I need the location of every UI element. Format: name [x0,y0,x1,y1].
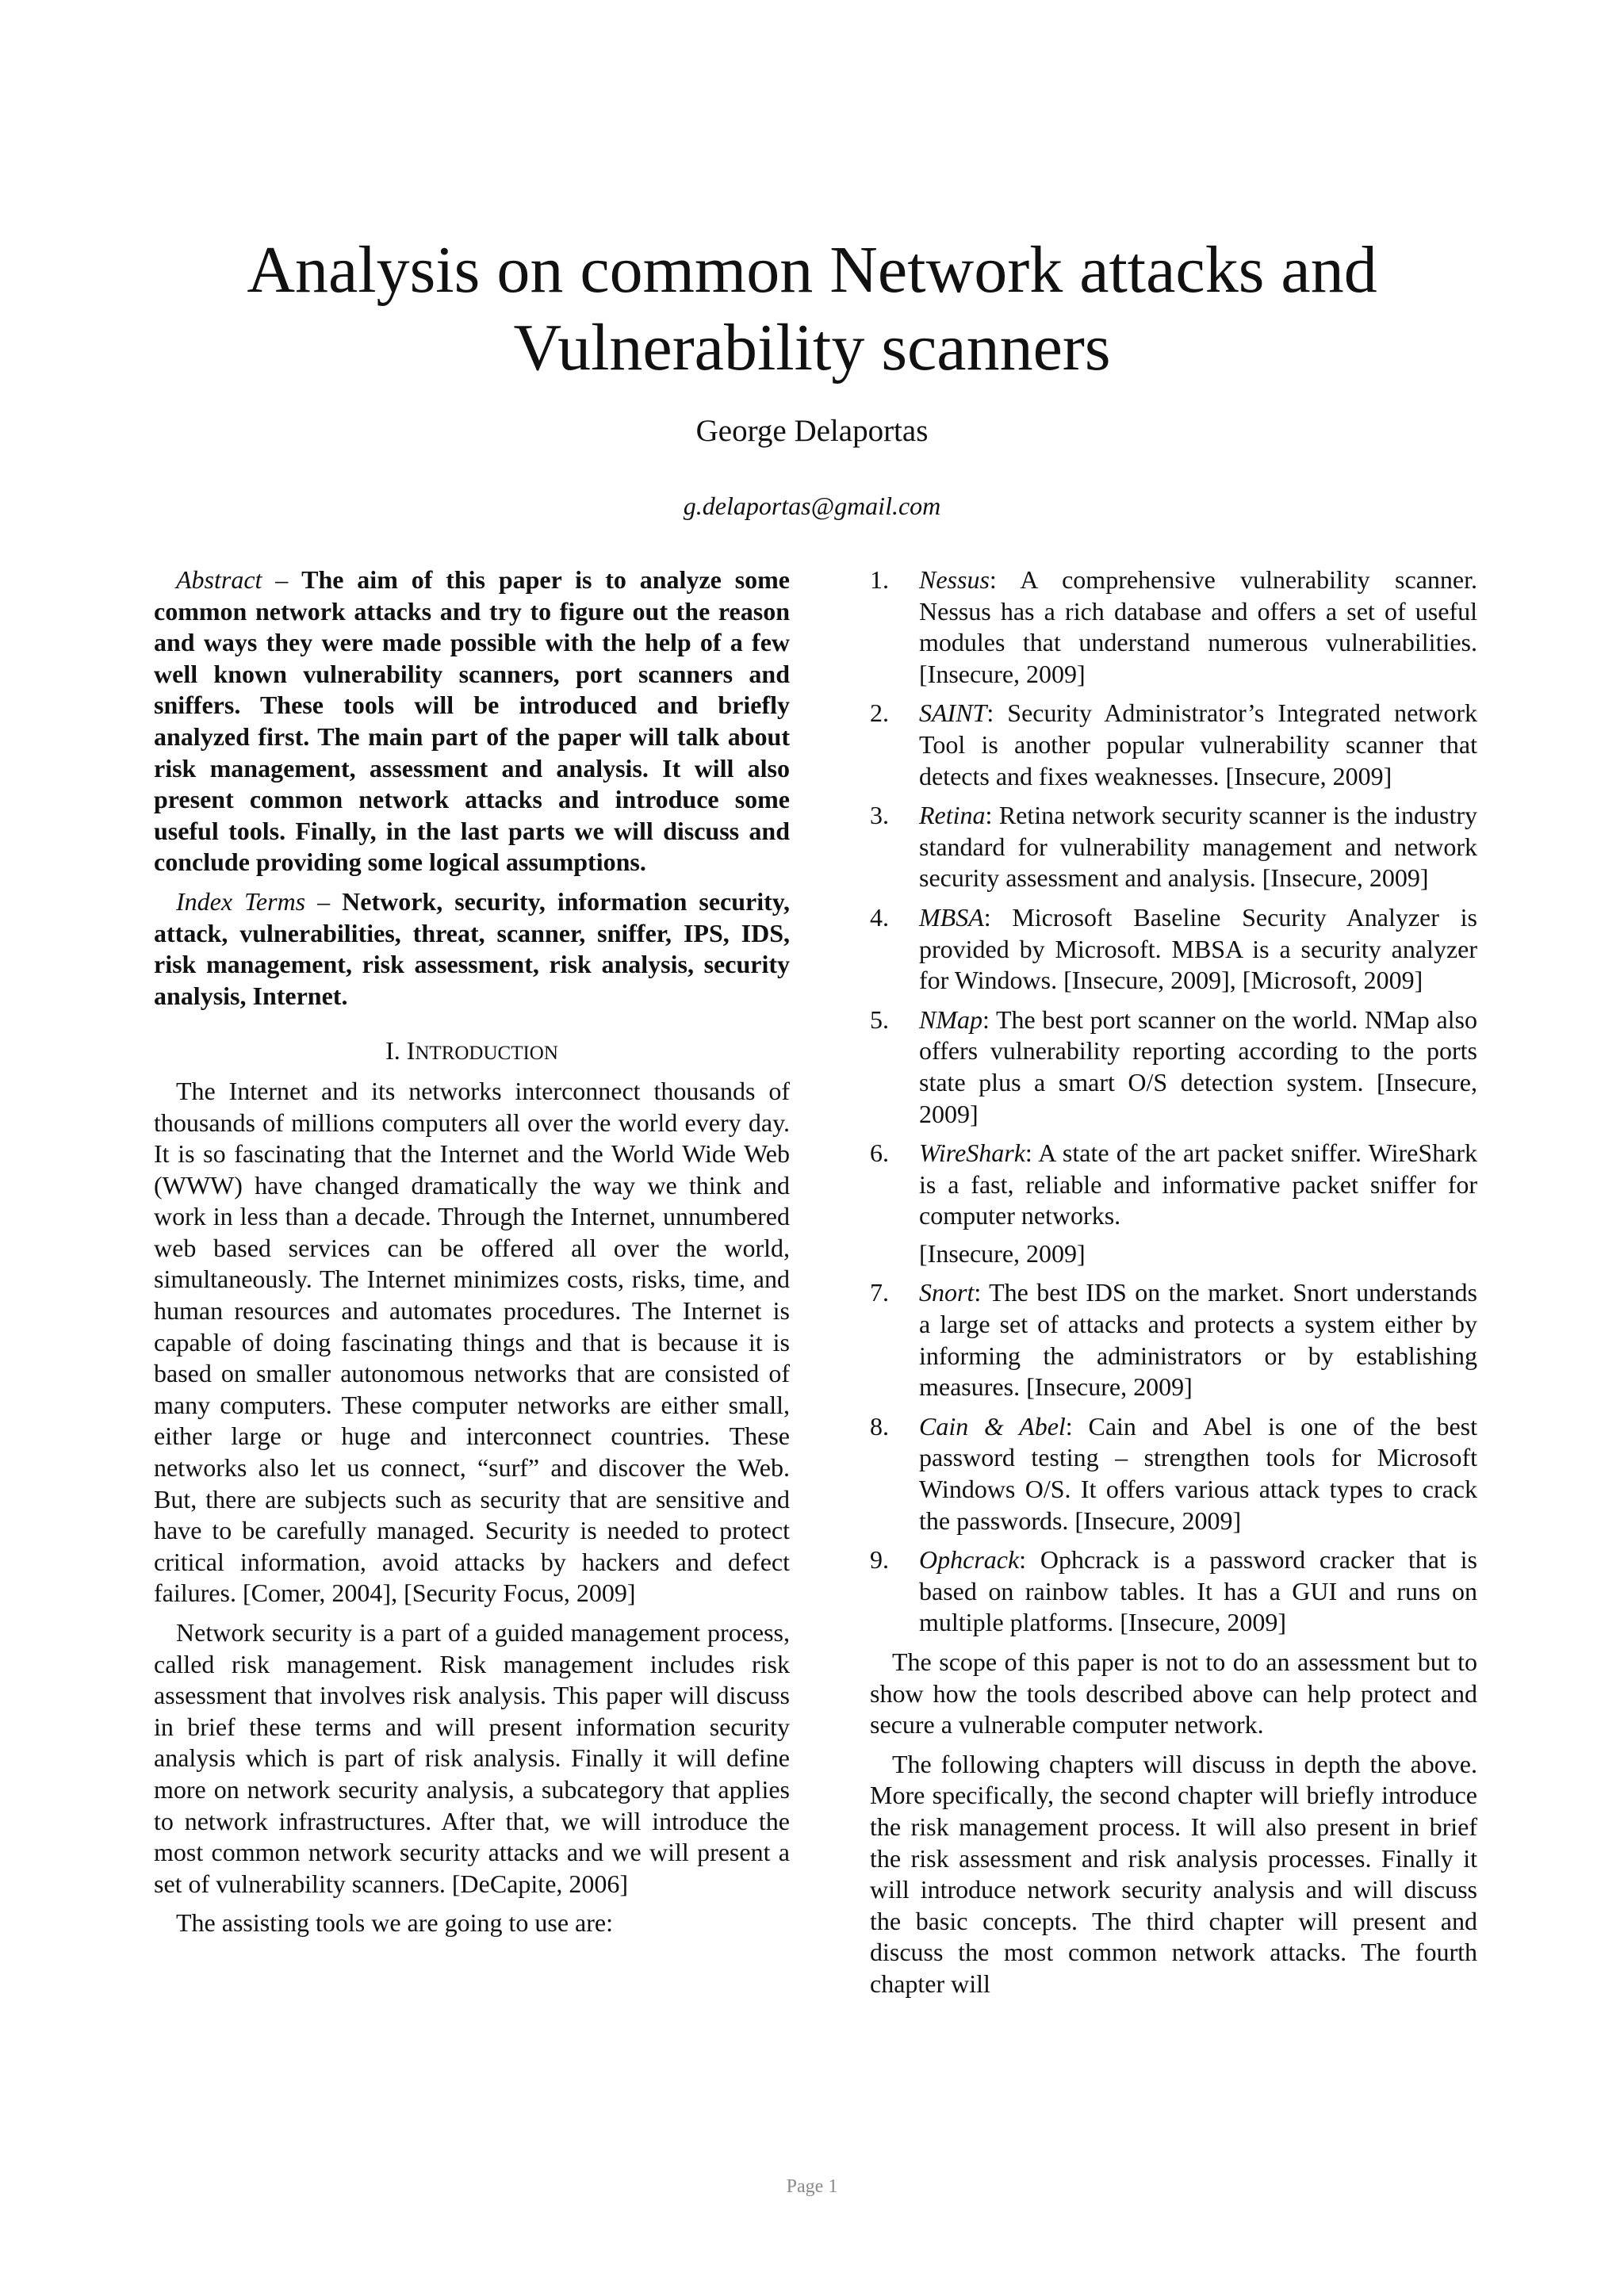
tool-description: : The best IDS on the market. Snort understands a large set of attacks and protects a system either by informing the administrators or by establishing measures. [Insecure, 2009] [919,1278,1477,1402]
tool-number: 8. [870,1411,889,1441]
right-column [870,564,1477,2000]
tool-number: 1. [870,565,889,594]
tool-name: MBSA [919,902,984,932]
scope-paragraph: The scope of this paper is not to do an assessment but to show how the tools described above can help protect and secure a vulnerable computer network. [870,1647,1477,1739]
index-terms [154,886,790,1012]
tool-description: : Cain and Abel is one of the best password testing – strengthen tools for Microsoft Windows O/S. It offers various attack types to crack the passwords. [Insecure, 2009] [919,1411,1478,1535]
tool-number: 4. [870,902,889,932]
tool-item-retina [870,800,1477,894]
tool-item-wireshark [870,1138,1477,1269]
left-column [154,564,790,1939]
tool-number: 9. [870,1545,889,1575]
index-terms-dash: – [305,886,343,916]
tool-description: : Ophcrack is a password cracker that is based on rainbow tables. It has a GUI and runs on multiple platforms. [Insecure, 2009] [919,1545,1477,1637]
tool-name: NMap [919,1004,982,1034]
outline-paragraph: The following chapters will discuss in depth the above. More specifically, the second chapter will briefly introduce the risk management process. It will also present in brief the risk assessment and risk analysis processes. Finally it will introduce network security analysis and will discuss the basic concepts. The third chapter will present and discuss the most common network attacks. The fourth chapter will [870,1749,1477,1998]
tool-number: 7. [870,1278,889,1307]
tool-description: : A state of the art packet sniffer. WireShark is a fast, reliable and informative packet sniffer for computer networks. [919,1138,1477,1230]
tool-name: Retina [919,801,986,830]
author-name: George Delaportas [695,414,929,448]
tool-name: Nessus [919,565,990,594]
tool-number: 2. [870,698,889,728]
tool-number: 6. [870,1138,889,1168]
tool-item-nmap [870,1004,1477,1130]
tool-description: : Microsoft Baseline Security Analyzer is provided by Microsoft. MBSA is a security analyzer for Windows. [Insecure, 2009], [Microsoft, 2009] [919,902,1477,995]
tool-citation: [Insecure, 2009] [919,1238,1086,1268]
index-terms-text: Network, security, information security, attack, vulnerabilities, threat, scanner, sniffer, IPS, IDS, risk management, risk assessment, risk analysis, security analysis, Internet. [154,886,791,1010]
tool-item-mbsa [870,902,1477,997]
author-email: g.delaportas@gmail.com [683,492,941,520]
tool-description: : Retina network security scanner is the industry standard for vulnerability management and network security assessment and analysis. [Insecure, 2009] [919,801,1477,893]
paper-title [0,232,1624,387]
tool-item-snort [870,1277,1477,1402]
section-title-rest: NTRODUCTION [415,1043,558,1065]
section-heading-introduction [154,1035,790,1070]
abstract-dash: – [262,565,302,594]
section-title-initial: I [406,1036,416,1066]
index-terms-label: Index Terms [176,886,306,916]
tool-number: 3. [870,801,889,830]
tool-item-ophcrack [870,1544,1477,1639]
intro-paragraph: The Internet and its networks interconnect thousands of thousands of millions computers all over the world every day. It is so fascinating that the Internet and the World Wide Web (WWW) have changed dramatically the way we think and work in less than a decade. Through the Internet, unnumbered web based services can be offered all over the world, simultaneously. The Internet minimizes costs, risks, time, and human resources and automates procedures. The Internet is capable of doing fascinating things and that is because it is based on smaller autonomous networks that are consisted of many computers. These computer networks are either small, either large or huge and interconnect countries. These networks also let us connect, “surf” and discover the Web. But, there are subjects such as security that are sensitive and have to be carefully managed. Security is needed to protect critical information, avoid attacks by hackers and defect failures. [Comer, 2004], [Security Focus, 2009] [154,1076,790,1608]
paper-title-line-1: Analysis on common Network attacks and [247,233,1377,307]
tool-description: : Security Administrator’s Integrated network Tool is another popular vulnerability scanner that detects and fixes weaknesses. [Insecure, 2009] [919,698,1477,790]
tool-item-cain-abel [870,1411,1477,1536]
paper-title-line-2: Vulnerability scanners [513,311,1111,385]
tool-name: Snort [919,1278,975,1307]
intro-paragraph: Network security is a part of a guided management process, called risk management. Risk management includes risk assessment that involves risk analysis. This paper will discuss in brief these terms and will present information security analysis which is part of risk analysis. Finally it will define more on network security analysis, a subcategory that applies to network infrastructures. After that, we will introduce the most common network security attacks and we will present a set of vulnerability scanners. [DeCapite, 2006] [154,1618,790,1898]
tool-item-nessus [870,564,1477,690]
tool-name: Cain & Abel [919,1411,1066,1441]
abstract-text: The aim of this paper is to analyze some common network attacks and try to figure out the reason and ways they were made possible with the help of a few well known vulnerability scanners, port scanners and sniffers. These tools will be introduced and briefly analyzed first. The main part of the paper will talk about risk management, assessment and analysis. It will also present common network attacks and introduce some useful tools. Finally, in the last parts we will discuss and conclude providing some logical assumptions. [154,565,791,877]
abstract-label: Abstract [176,565,262,594]
tool-name: SAINT [919,698,987,728]
tool-item-saint [870,698,1477,792]
tool-list [870,564,1477,1639]
tool-name: Ophcrack [919,1545,1020,1575]
tool-description: : A comprehensive vulnerability scanner. Nessus has a rich database and offers a set of useful modules that understand numerous vulnerabilities. [Insecure, 2009] [919,565,1477,688]
tool-description: : The best port scanner on the world. NMap also offers vulnerability reporting according to the ports state plus a smart O/S detection system. [Insecure, 2009] [919,1004,1477,1128]
tool-number: 5. [870,1004,889,1034]
section-number: I. [385,1036,407,1066]
tool-name: WireShark [919,1138,1025,1168]
abstract [154,564,790,878]
page-number: Page 1 [786,2176,838,2197]
intro-paragraph: The assisting tools we are going to use are: [176,1908,613,1938]
